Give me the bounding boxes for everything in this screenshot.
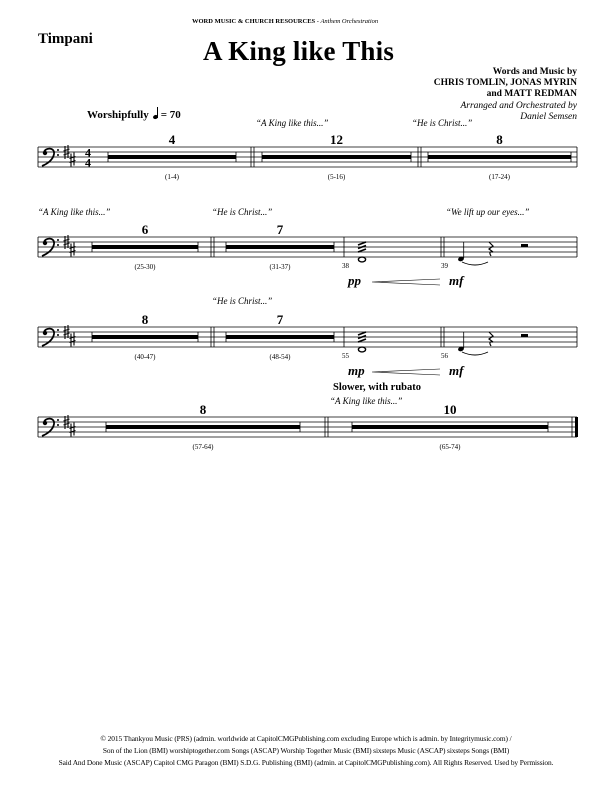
composers-line-1: CHRIS TOMLIN, JONAS MYRIN [433,78,577,89]
bass-clef-dot [57,244,59,246]
arranged-label: Arranged and Orchestrated by [460,100,577,111]
multi-measure-rest [226,335,334,339]
measure-range: (31-37) [269,263,291,271]
cue-text: “A King like this...” [256,118,329,128]
tempo-change: Slower, with rubato [333,382,421,393]
roll-tremolo-icon [358,339,366,342]
crescendo-hairpin [372,279,440,285]
multi-measure-rest [108,155,236,159]
credits [434,67,577,123]
bass-clef-dot [43,331,47,335]
rest-count: 4 [168,132,176,147]
rest-count: 8 [199,402,207,417]
multi-measure-rest [92,335,198,339]
measure-range: (17-24) [489,173,510,181]
half-rest-icon [521,244,528,247]
tempo-marking [87,107,181,121]
composers-line-2: and MATT REDMAN [486,89,577,100]
sharp-icon [70,423,76,437]
rest-count: 6 [141,222,149,237]
measure-number: 39 [441,262,448,270]
bass-clef-dot [43,151,47,155]
measure-range: (40-47) [134,353,156,361]
measure-range: (5-16) [327,173,346,181]
measure-range: (57-64) [192,443,214,451]
bass-clef-dot [57,239,59,241]
measure-range: (25-30) [134,263,156,271]
copyright-line-1: © 2015 Thankyou Music (PRS) (admin. worldwide at CapitolCMGPublishing.com excluding Europe which is admin. by Integritymusic.com) / [100,734,512,743]
series: - Anthem Orchestration [316,18,379,25]
rest-count: 12 [330,132,343,147]
rest-count: 8 [141,312,149,327]
publisher-line [192,18,378,25]
words-music-label: Words and Music by [492,67,577,77]
dynamic-marking: mf [449,363,464,378]
sharp-icon [70,333,76,347]
rest-count: 10 [443,402,457,417]
bass-clef-dot [57,149,59,151]
copyright-line-2: Son of the Lion (BMI) worshiptogether.com Songs (ASCAP) Worship Together Music (BMI) sixsteps Music (ASCAP) sixsteps Songs (BMI) [102,746,510,755]
measure-number: 38 [342,262,349,270]
quarter-rest-icon [489,332,493,346]
crescendo-hairpin [372,369,440,375]
bass-clef-dot [57,334,59,336]
bass-clef-dot [57,329,59,331]
measure-number: 56 [441,352,448,360]
laissez-vibrer-tie [462,352,488,355]
dynamic-marking: mf [449,273,464,288]
multi-measure-rest [92,245,198,249]
roll-tremolo-icon [358,242,366,245]
roll-tremolo-icon [358,249,366,252]
copyright-line-3: Said And Done Music (ASCAP) Capitol CMG Paragon (BMI) S.D.G. Publishing (BMI) (admin. at CapitolCMGPublishing.com). All Rights Reserved. Used by Permission. [58,758,554,767]
bass-clef-dot [57,154,59,156]
bass-clef-dot [57,419,59,421]
cue-text: “A King like this...” [330,396,403,406]
roll-tremolo-icon [358,332,366,335]
half-rest-icon [521,334,528,337]
multi-measure-rest [226,245,334,249]
bass-clef-dot [43,421,47,425]
laissez-vibrer-tie [462,262,488,265]
rest-count: 8 [496,132,503,147]
measure-range: (1-4) [165,173,179,181]
multi-measure-rest [428,155,571,159]
publisher: WORD MUSIC & CHURCH RESOURCES [192,18,316,25]
measure-range: (65-74) [439,443,461,451]
bass-clef-dot [57,424,59,426]
instrument-name: Timpani [38,31,93,47]
measure-number: 55 [342,352,349,360]
time-signature-top: 4 [85,145,91,160]
page-title: A King like This [203,36,395,66]
bass-clef-dot [43,241,47,245]
whole-note [358,257,365,262]
sharp-icon [70,243,76,257]
rest-count: 7 [276,312,284,327]
dynamic-marking: pp [348,273,361,288]
cue-text: “He is Christ...” [412,118,473,128]
measure-range: (48-54) [269,353,291,361]
cue-text: “He is Christ...” [212,296,273,306]
multi-measure-rest [106,425,300,429]
quarter-rest-icon [489,242,493,256]
time-signature-bottom: 4 [85,155,91,170]
dynamic-marking: mp [348,363,365,378]
cue-text: “We lift up our eyes...” [446,207,530,217]
final-barline-thick [575,417,578,437]
multi-measure-rest [352,425,548,429]
rest-count: 7 [276,222,284,237]
multi-measure-rest [262,155,411,159]
tempo-text: Worshipfully [87,109,149,121]
tempo-bpm: = 70 [160,109,181,121]
cue-text: “A King like this...” [38,207,111,217]
whole-note [358,347,365,352]
arranger: Daniel Semsen [520,111,577,122]
sharp-icon [70,153,76,167]
cue-text: “He is Christ...” [212,207,273,217]
quarter-note-icon [153,107,161,119]
